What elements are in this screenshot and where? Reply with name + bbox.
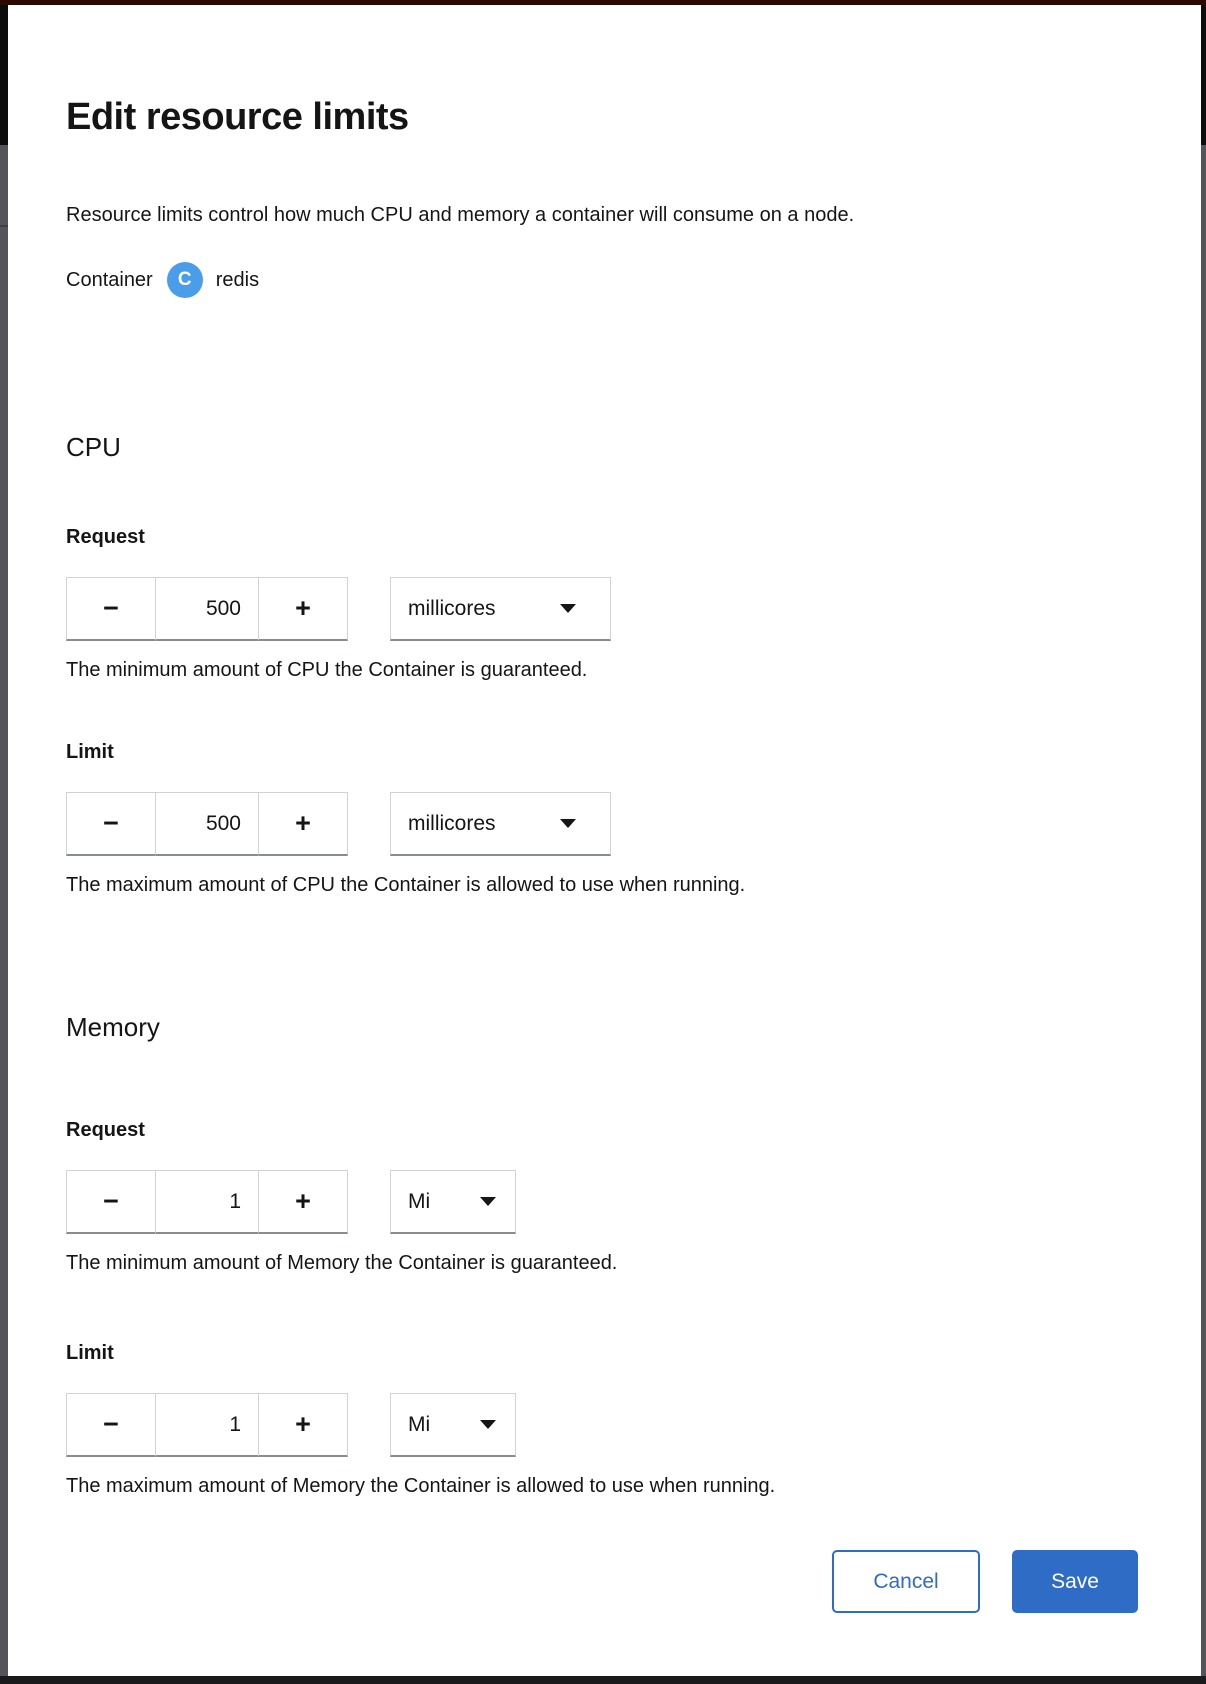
cpu-request-unit-value: millicores bbox=[408, 596, 496, 620]
caret-down-icon bbox=[480, 1420, 496, 1429]
modal-footer bbox=[832, 1550, 1138, 1613]
memory-limit-help-text: The maximum amount of Memory the Container is allowed to use when running. bbox=[66, 1475, 776, 1497]
container-row bbox=[66, 259, 259, 301]
cpu-limit-number-spinner bbox=[66, 792, 348, 856]
caret-down-icon bbox=[560, 819, 576, 828]
memory-limit-increment-button[interactable]: + bbox=[258, 1393, 348, 1457]
cpu-request-decrement-button[interactable]: − bbox=[66, 577, 156, 641]
backdrop-right-strip bbox=[1201, 5, 1206, 1684]
cpu-request-increment-button[interactable]: + bbox=[258, 577, 348, 641]
cpu-request-help-text: The minimum amount of CPU the Container is guaranteed. bbox=[66, 659, 588, 681]
caret-down-icon bbox=[480, 1197, 496, 1206]
modal-title: Edit resource limits bbox=[66, 96, 409, 139]
memory-request-unit-select[interactable] bbox=[390, 1170, 516, 1234]
cpu-limit-help-text: The maximum amount of CPU the Container is allowed to use when running. bbox=[66, 874, 746, 896]
memory-request-unit-value: Mi bbox=[408, 1189, 431, 1213]
memory-request-decrement-button[interactable]: − bbox=[66, 1170, 156, 1234]
backdrop-bottom-strip bbox=[0, 1676, 1206, 1684]
caret-down-icon bbox=[560, 604, 576, 613]
cpu-request-number-spinner bbox=[66, 577, 348, 641]
memory-limit-number-spinner bbox=[66, 1393, 348, 1457]
memory-request-number-spinner bbox=[66, 1170, 348, 1234]
edit-resource-limits-modal bbox=[8, 5, 1201, 1676]
cancel-button[interactable]: Cancel bbox=[832, 1550, 980, 1613]
memory-limit-label: Limit bbox=[66, 1342, 114, 1364]
memory-limit-value-input[interactable] bbox=[155, 1393, 259, 1457]
cpu-limit-unit-value: millicores bbox=[408, 811, 496, 835]
memory-limit-unit-value: Mi bbox=[408, 1412, 431, 1436]
backdrop-left-dark-segment bbox=[0, 5, 8, 145]
cpu-request-value-input[interactable] bbox=[155, 577, 259, 641]
cpu-limit-field bbox=[66, 740, 1146, 898]
cpu-limit-label: Limit bbox=[66, 741, 114, 763]
section-heading-cpu: CPU bbox=[66, 431, 121, 462]
memory-limit-decrement-button[interactable]: − bbox=[66, 1393, 156, 1457]
cpu-limit-decrement-button[interactable]: − bbox=[66, 792, 156, 856]
memory-request-increment-button[interactable]: + bbox=[258, 1170, 348, 1234]
save-button[interactable]: Save bbox=[1012, 1550, 1138, 1613]
cpu-request-label: Request bbox=[66, 526, 145, 548]
backdrop-left-strip bbox=[0, 5, 8, 1684]
memory-request-value-input[interactable] bbox=[155, 1170, 259, 1234]
modal-description: Resource limits control how much CPU and memory a container will consume on a node. bbox=[66, 204, 855, 226]
cpu-limit-unit-select[interactable] bbox=[390, 792, 611, 856]
container-name: redis bbox=[215, 268, 260, 291]
cpu-limit-increment-button[interactable]: + bbox=[258, 792, 348, 856]
cpu-limit-value-input[interactable] bbox=[155, 792, 259, 856]
backdrop-right-dark-segment bbox=[1201, 5, 1206, 145]
memory-limit-field bbox=[66, 1341, 1146, 1499]
memory-limit-unit-select[interactable] bbox=[390, 1393, 516, 1457]
memory-request-label: Request bbox=[66, 1119, 145, 1141]
backdrop-left-divider bbox=[0, 225, 8, 227]
section-heading-memory: Memory bbox=[66, 1011, 160, 1042]
container-label: Container bbox=[66, 268, 153, 291]
cpu-request-field bbox=[66, 525, 1146, 683]
cpu-request-unit-select[interactable] bbox=[390, 577, 611, 641]
container-badge-icon: C bbox=[167, 262, 203, 298]
memory-request-field bbox=[66, 1118, 1146, 1276]
memory-request-help-text: The minimum amount of Memory the Container is guaranteed. bbox=[66, 1252, 618, 1274]
